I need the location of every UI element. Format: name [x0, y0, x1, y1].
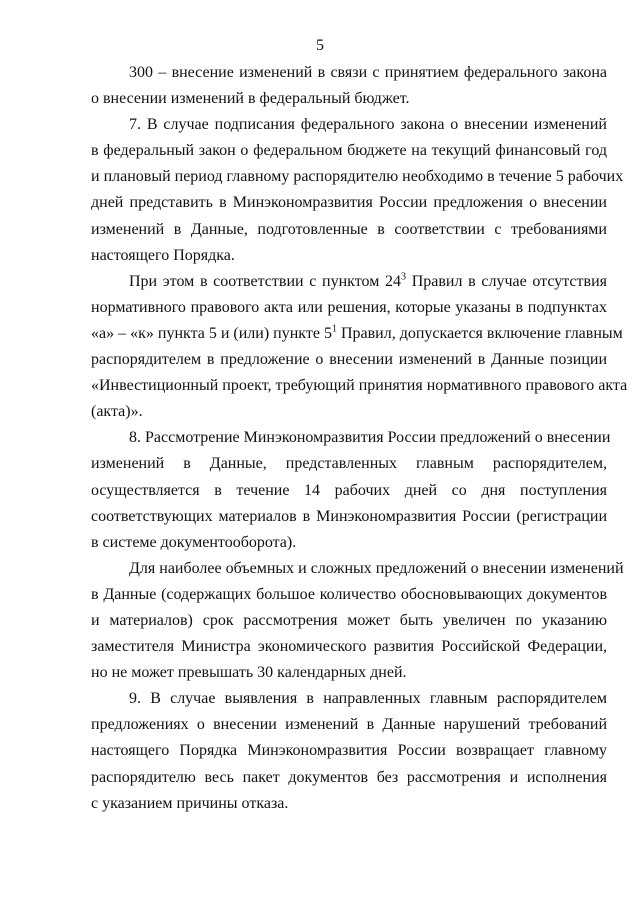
- text-line: «Инвестиционный проект, требующий принятия нормативного правового акта: [91, 377, 628, 395]
- text-line: и плановый период главному распорядителю необходимо в течение 5 рабочих: [91, 168, 624, 186]
- text-line: предложениях о внесении изменений в Данные нарушений требований: [91, 716, 607, 734]
- text-line: но не может превышать 30 календарных дней.: [91, 664, 407, 682]
- text-line: нормативного правового акта или решения, которые указаны в подпунктах: [91, 298, 607, 316]
- text-segment: «а» – «к» пункта 5 и (или) пункте 5: [91, 324, 332, 342]
- paragraph: [91, 112, 624, 269]
- text-line: в федеральный закон о федеральном бюджете на текущий финансовый год: [91, 142, 607, 160]
- text-line: распорядителем в предложение о внесении изменений в Данные позиции: [91, 351, 607, 369]
- text-line: [91, 269, 607, 295]
- document-body: [91, 60, 628, 817]
- text-line: [91, 321, 623, 347]
- text-line: (акта)».: [91, 403, 143, 421]
- text-line: Для наиболее объемных и сложных предложений о внесении изменений: [129, 559, 624, 577]
- text-line: в Данные (содержащих большое количество обосновывающих документов: [91, 585, 607, 603]
- text-line: с указанием причины отказа.: [91, 794, 289, 812]
- paragraph: [91, 269, 628, 426]
- text-line: соответствующих материалов в Минэкономразвития России (регистрации: [91, 507, 607, 525]
- paragraph: [91, 60, 607, 112]
- text-segment: При этом в соответствии с пунктом 24: [129, 272, 402, 290]
- paragraph: [91, 425, 611, 555]
- text-line: о внесении изменений в федеральный бюджет.: [91, 90, 410, 108]
- text-line: 8. Рассмотрение Минэкономразвития России предложений о внесении: [129, 429, 611, 447]
- text-line: 9. В случае выявления в направленных главным распорядителем: [129, 690, 607, 708]
- text-line: дней представить в Минэкономразвития России предложения о внесении: [91, 194, 607, 212]
- superscript: 3: [401, 271, 407, 283]
- text-line: изменений в Данные, представленных главным распорядителем,: [91, 455, 607, 473]
- superscript: 1: [331, 323, 337, 335]
- text-line: распорядителю весь пакет документов без рассмотрения и исполнения: [91, 768, 607, 786]
- text-line: и материалов) срок рассмотрения может быть увеличен по указанию: [91, 611, 607, 629]
- text-line: осуществляется в течение 14 рабочих дней со дня поступления: [91, 481, 607, 499]
- paragraph: [91, 556, 624, 686]
- text-line: заместителя Министра экономического развития Российской Федерации,: [91, 638, 607, 656]
- text-line: настоящего Порядка.: [91, 246, 235, 264]
- page-number: 5: [316, 37, 324, 54]
- text-line: изменений в Данные, подготовленные в соответствии с требованиями: [91, 220, 607, 238]
- text-line: в системе документооборота).: [91, 533, 297, 551]
- paragraph: [91, 686, 607, 816]
- text-line: 300 – внесение изменений в связи с принятием федерального закона: [129, 64, 607, 81]
- text-segment: Правил, допускается включение главным: [336, 324, 623, 342]
- text-line: настоящего Порядка Минэкономразвития России возвращает главному: [91, 742, 607, 760]
- text-line: 7. В случае подписания федерального закона о внесении изменений: [129, 116, 607, 134]
- text-segment: Правил в случае отсутствия: [406, 272, 608, 290]
